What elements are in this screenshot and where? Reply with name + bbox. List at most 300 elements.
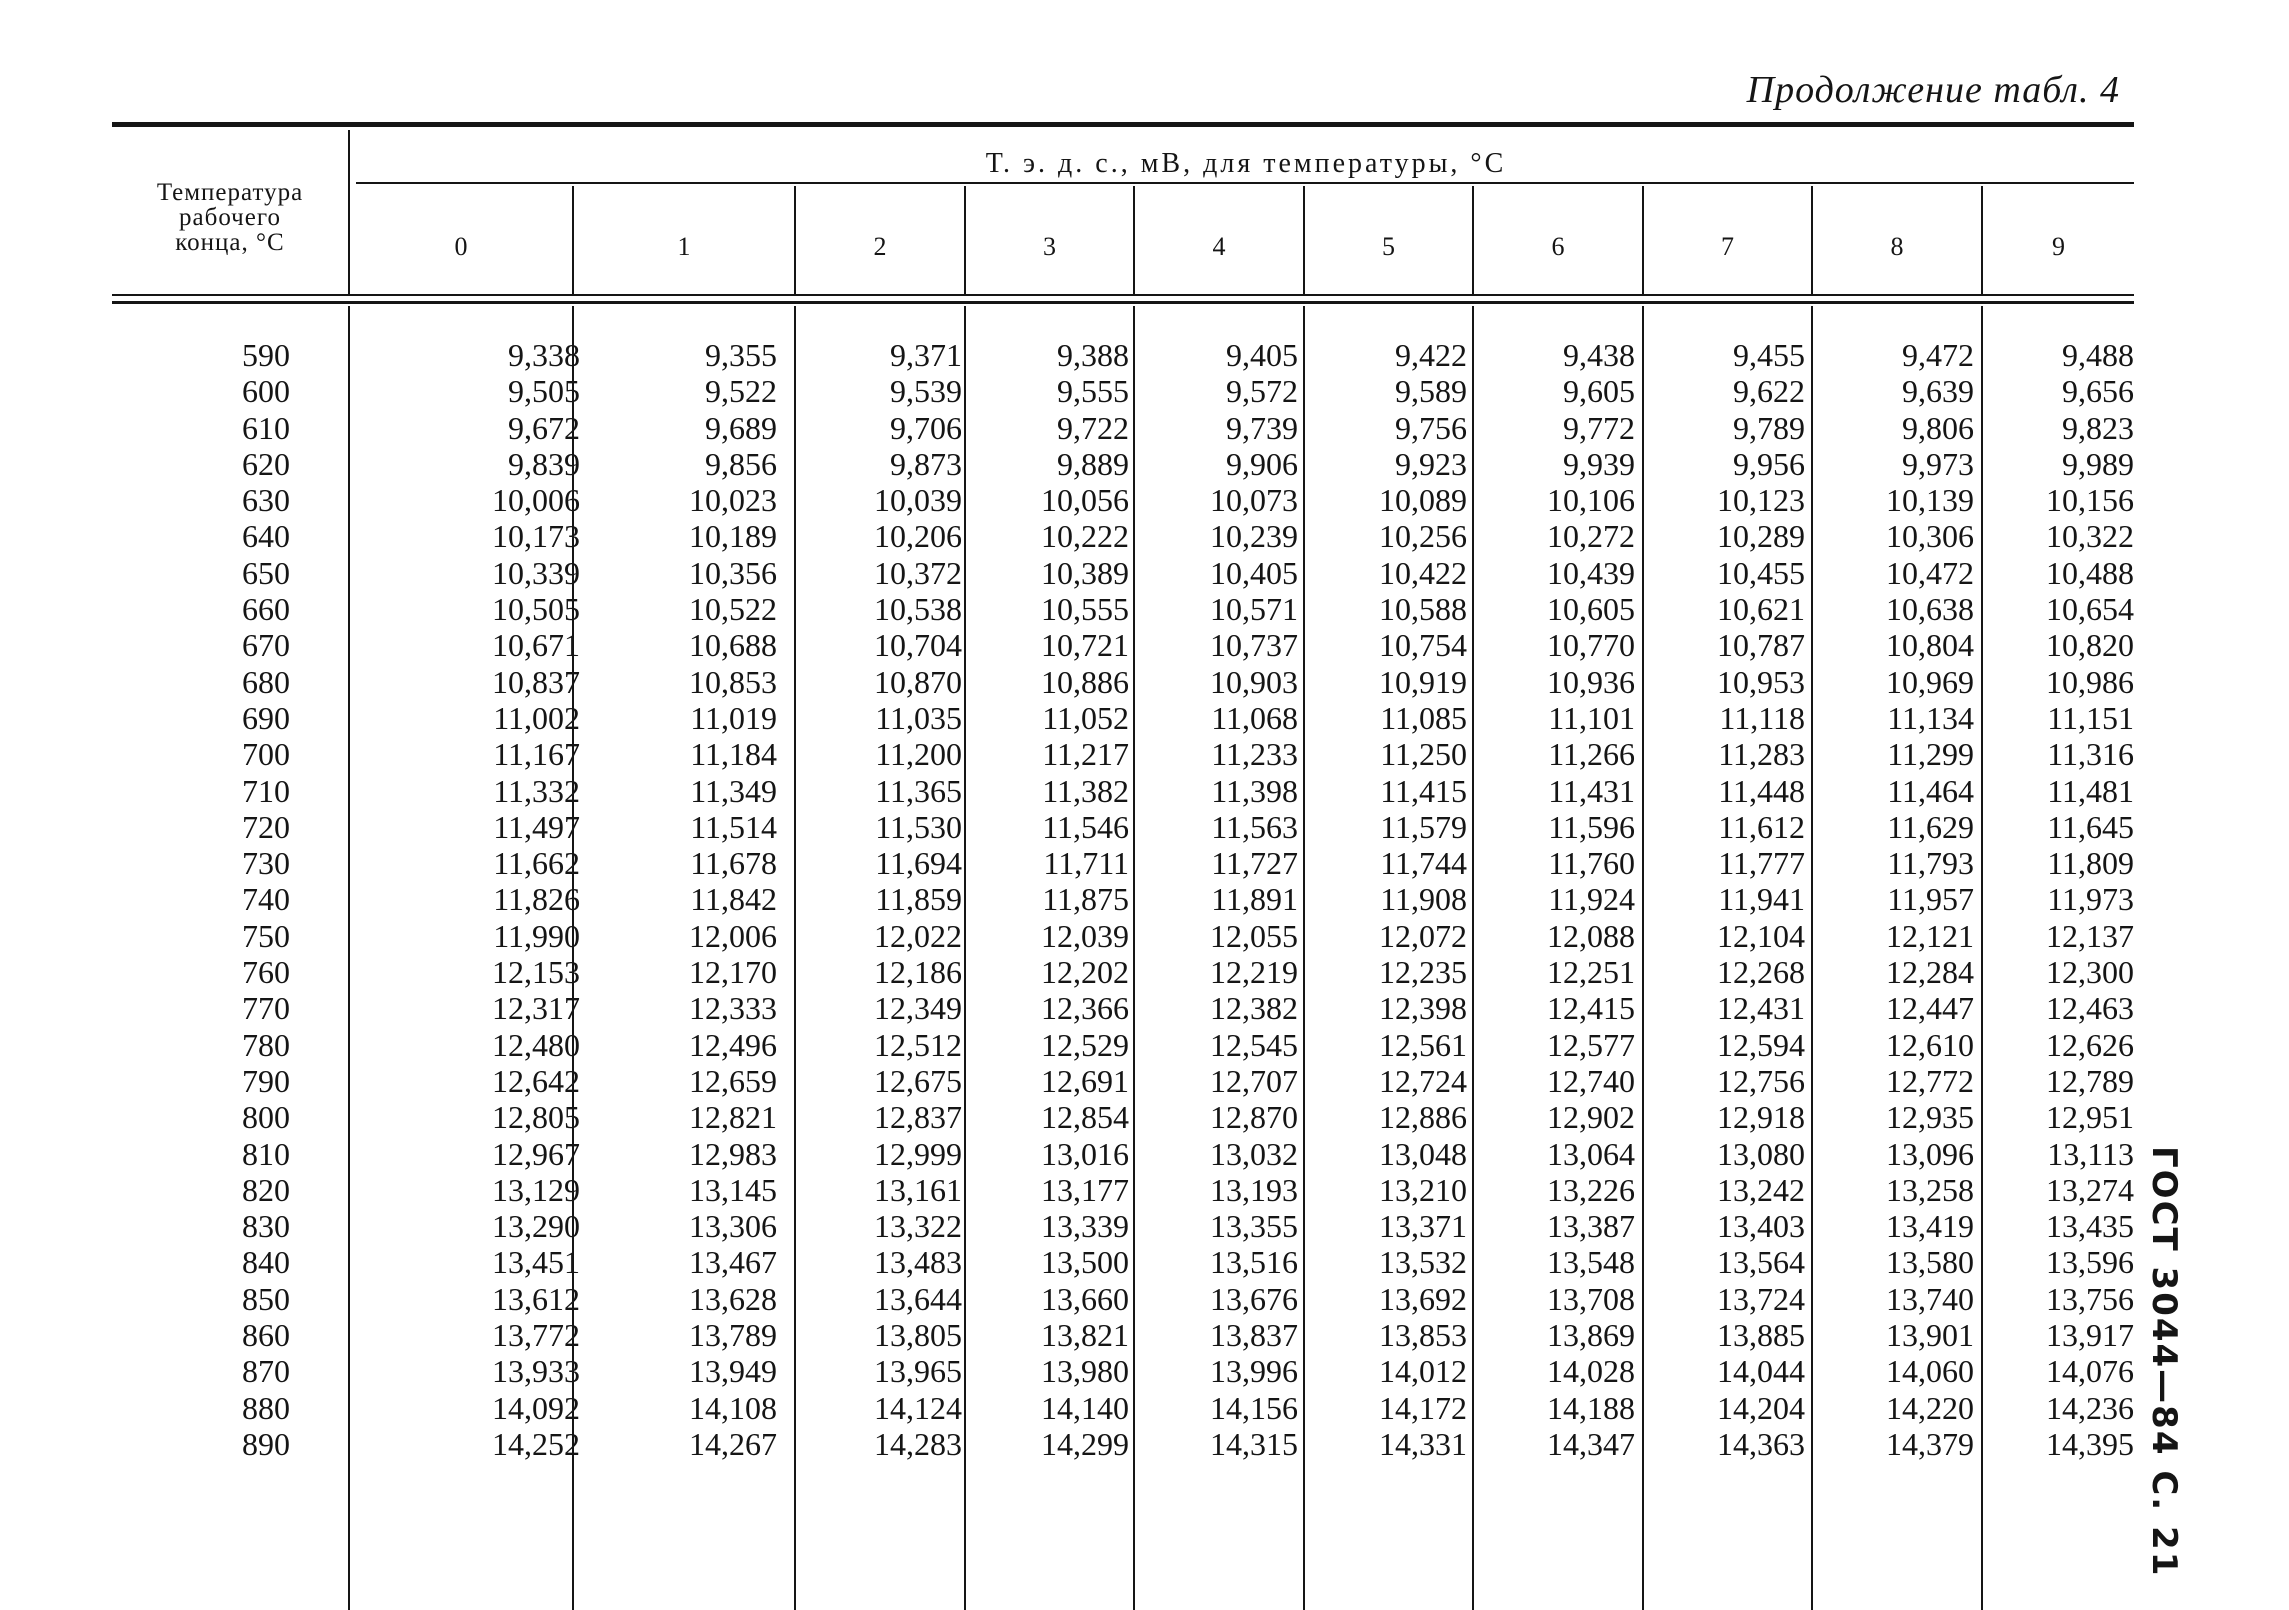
emf-value: 12,104 <box>1717 917 1805 954</box>
emf-value: 13,885 <box>1717 1317 1805 1354</box>
emf-value: 10,638 <box>1886 591 1974 628</box>
emf-value: 13,113 <box>2047 1135 2134 1172</box>
emf-value: 13,080 <box>1717 1135 1805 1172</box>
emf-value: 10,322 <box>2046 518 2134 555</box>
emf-value: 13,756 <box>2046 1280 2134 1317</box>
emf-value: 12,610 <box>1886 1026 1974 1063</box>
emf-value: 10,538 <box>874 591 962 628</box>
emf-value: 12,691 <box>1041 1062 1129 1099</box>
emf-value: 10,688 <box>689 627 777 664</box>
emf-value: 12,398 <box>1379 990 1467 1027</box>
emf-value: 12,349 <box>874 990 962 1027</box>
emf-value: 11,035 <box>875 699 962 736</box>
header-double-rule-bottom <box>112 301 2134 304</box>
emf-value: 12,918 <box>1717 1099 1805 1136</box>
emf-value: 10,936 <box>1547 663 1635 700</box>
emf-value: 9,472 <box>1902 337 1974 373</box>
emf-value: 13,628 <box>689 1280 777 1317</box>
emf-value: 12,137 <box>2046 917 2134 954</box>
emf-value: 13,290 <box>492 1208 580 1245</box>
emf-value: 9,873 <box>890 445 962 482</box>
emf-value: 9,338 <box>508 337 580 373</box>
emf-value: 13,933 <box>492 1353 580 1390</box>
table-row <box>112 845 2134 881</box>
emf-value: 11,711 <box>1043 845 1129 882</box>
column-header-3: 3 <box>1043 232 1056 261</box>
emf-value: 10,820 <box>2046 627 2134 664</box>
emf-value: 10,023 <box>689 482 777 519</box>
column-header-6: 6 <box>1551 232 1565 261</box>
table-row <box>112 410 2134 446</box>
emf-value: 13,949 <box>689 1353 777 1390</box>
emf-value: 10,156 <box>2046 482 2134 519</box>
column-header-1: 1 <box>677 232 691 261</box>
emf-value: 10,754 <box>1379 627 1467 664</box>
row-temperature: 660 <box>242 591 290 628</box>
row-header-line: рабочего <box>179 204 281 231</box>
emf-value: 14,236 <box>2046 1389 2134 1426</box>
emf-value: 13,032 <box>1210 1135 1298 1172</box>
row-temperature: 860 <box>242 1317 290 1354</box>
row-temperature: 690 <box>242 699 290 736</box>
emf-value: 14,252 <box>492 1425 580 1462</box>
emf-value: 11,530 <box>875 808 962 845</box>
emf-value: 12,039 <box>1041 917 1129 954</box>
table-row <box>112 1063 2134 1099</box>
emf-value: 11,612 <box>1718 808 1805 845</box>
emf-value: 12,382 <box>1210 990 1298 1027</box>
emf-value: 11,382 <box>1042 772 1129 809</box>
emf-value: 10,555 <box>1041 591 1129 628</box>
emf-value: 10,654 <box>2046 591 2134 628</box>
table-row <box>112 1317 2134 1353</box>
emf-value: 12,951 <box>2046 1099 2134 1136</box>
table-row <box>112 446 2134 482</box>
emf-value: 9,806 <box>1902 409 1974 446</box>
emf-value: 13,805 <box>874 1317 962 1354</box>
table-body <box>112 337 2134 1462</box>
emf-value: 9,438 <box>1563 337 1635 373</box>
emf-value: 12,251 <box>1547 954 1635 991</box>
table-row <box>112 990 2134 1026</box>
emf-value: 12,805 <box>492 1099 580 1136</box>
emf-value: 13,789 <box>689 1317 777 1354</box>
emf-value: 9,956 <box>1733 445 1805 482</box>
row-temperature: 730 <box>242 845 290 882</box>
emf-value: 12,121 <box>1886 917 1974 954</box>
emf-value: 11,514 <box>690 808 777 845</box>
emf-value: 10,206 <box>874 518 962 555</box>
table-row <box>112 373 2134 409</box>
emf-value: 12,967 <box>492 1135 580 1172</box>
row-temperature: 650 <box>242 554 290 591</box>
column-header-8: 8 <box>1890 232 1904 261</box>
emf-value: 11,085 <box>1380 699 1467 736</box>
row-temperature: 710 <box>242 772 290 809</box>
emf-value: 12,561 <box>1379 1026 1467 1063</box>
emf-value: 9,622 <box>1733 373 1805 410</box>
emf-value: 14,044 <box>1717 1353 1805 1390</box>
emf-value: 11,398 <box>1211 772 1298 809</box>
emf-value: 10,439 <box>1547 554 1635 591</box>
emf-value: 11,924 <box>1548 881 1635 918</box>
table-row <box>112 1172 2134 1208</box>
emf-value: 9,973 <box>1902 445 1974 482</box>
emf-value: 9,756 <box>1395 409 1467 446</box>
emf-value: 12,170 <box>689 954 777 991</box>
emf-value: 10,056 <box>1041 482 1129 519</box>
emf-value: 10,472 <box>1886 554 1974 591</box>
row-temperature: 830 <box>242 1208 290 1245</box>
emf-value: 9,722 <box>1057 409 1129 446</box>
emf-value: 12,756 <box>1717 1062 1805 1099</box>
emf-value: 11,167 <box>493 736 580 773</box>
emf-value: 12,886 <box>1379 1099 1467 1136</box>
emf-value: 9,589 <box>1395 373 1467 410</box>
emf-value: 13,483 <box>874 1244 962 1281</box>
column-header-7: 7 <box>1721 232 1734 261</box>
table-row <box>112 1353 2134 1389</box>
row-temperature: 610 <box>242 409 290 446</box>
table-row <box>112 1244 2134 1280</box>
emf-value: 14,156 <box>1210 1389 1298 1426</box>
side-standard-stamp <box>2144 1146 2214 1578</box>
emf-value: 14,283 <box>874 1425 962 1462</box>
emf-value: 10,953 <box>1717 663 1805 700</box>
emf-value: 10,222 <box>1041 518 1129 555</box>
table-continuation-caption: Продолжение табл. 4 <box>1746 69 2120 111</box>
emf-value: 12,594 <box>1717 1026 1805 1063</box>
emf-value: 13,532 <box>1379 1244 1467 1281</box>
table-row <box>112 1136 2134 1172</box>
emf-value: 11,250 <box>1380 736 1467 773</box>
emf-value: 12,675 <box>874 1062 962 1099</box>
row-temperature: 780 <box>242 1026 290 1063</box>
emf-value: 11,184 <box>690 736 777 773</box>
emf-value: 9,739 <box>1226 409 1298 446</box>
emf-value: 12,300 <box>2046 954 2134 991</box>
emf-value: 13,210 <box>1379 1171 1467 1208</box>
emf-value: 11,842 <box>690 881 777 918</box>
emf-value: 11,760 <box>1548 845 1635 882</box>
emf-value: 11,448 <box>1718 772 1805 809</box>
emf-value: 10,571 <box>1210 591 1298 628</box>
emf-value: 12,626 <box>2046 1026 2134 1063</box>
emf-value: 13,145 <box>689 1171 777 1208</box>
emf-value: 11,217 <box>1042 736 1129 773</box>
emf-value: 9,939 <box>1563 445 1635 482</box>
emf-value: 10,787 <box>1717 627 1805 664</box>
emf-value: 9,371 <box>890 337 962 373</box>
emf-value: 10,089 <box>1379 482 1467 519</box>
emf-value: 10,804 <box>1886 627 1974 664</box>
emf-value: 14,220 <box>1886 1389 1974 1426</box>
emf-value: 11,415 <box>1380 772 1467 809</box>
emf-value: 10,422 <box>1379 554 1467 591</box>
emf-value: 11,497 <box>493 808 580 845</box>
row-temperature: 820 <box>242 1171 290 1208</box>
emf-value: 13,193 <box>1210 1171 1298 1208</box>
emf-value: 9,823 <box>2062 409 2134 446</box>
emf-value: 13,901 <box>1886 1317 1974 1354</box>
column-header-9: 9 <box>2052 232 2065 261</box>
emf-value: 11,990 <box>493 917 580 954</box>
emf-value: 9,388 <box>1057 337 1129 373</box>
table-row <box>112 337 2134 373</box>
emf-value: 14,299 <box>1041 1425 1129 1462</box>
emf-value: 10,189 <box>689 518 777 555</box>
emf-value: 11,101 <box>1548 699 1635 736</box>
standard-reference: ГОСТ 3044—84 С. 21 <box>2144 1146 2184 1578</box>
emf-value: 12,219 <box>1210 954 1298 991</box>
emf-value: 12,870 <box>1210 1099 1298 1136</box>
table-row <box>112 881 2134 917</box>
emf-value: 9,455 <box>1733 337 1805 373</box>
column-header-5: 5 <box>1382 232 1395 261</box>
emf-value: 12,789 <box>2046 1062 2134 1099</box>
emf-value: 14,140 <box>1041 1389 1129 1426</box>
emf-value: 13,612 <box>492 1280 580 1317</box>
emf-value: 11,481 <box>2047 772 2134 809</box>
table-row <box>112 482 2134 518</box>
emf-value: 12,983 <box>689 1135 777 1172</box>
row-temperature: 800 <box>242 1099 290 1136</box>
emf-value: 13,242 <box>1717 1171 1805 1208</box>
emf-value: 13,339 <box>1041 1208 1129 1245</box>
emf-value: 10,919 <box>1379 663 1467 700</box>
emf-value: 12,837 <box>874 1099 962 1136</box>
emf-value: 13,451 <box>492 1244 580 1281</box>
emf-value: 13,869 <box>1547 1317 1635 1354</box>
emf-value: 11,283 <box>1718 736 1805 773</box>
row-temperature: 670 <box>242 627 290 664</box>
emf-value: 13,580 <box>1886 1244 1974 1281</box>
table-row <box>112 773 2134 809</box>
emf-value: 13,965 <box>874 1353 962 1390</box>
emf-value: 11,563 <box>1211 808 1298 845</box>
emf-value: 11,266 <box>1548 736 1635 773</box>
emf-value: 13,596 <box>2046 1244 2134 1281</box>
emf-value: 12,512 <box>874 1026 962 1063</box>
emf-value: 9,706 <box>890 409 962 446</box>
emf-value: 10,588 <box>1379 591 1467 628</box>
row-temperature: 700 <box>242 736 290 773</box>
emf-value: 11,349 <box>690 772 777 809</box>
emf-value: 13,821 <box>1041 1317 1129 1354</box>
emf-value: 9,572 <box>1226 373 1298 410</box>
emf-value: 11,777 <box>1718 845 1805 882</box>
emf-value: 9,422 <box>1395 337 1467 373</box>
emf-value: 11,151 <box>2047 699 2134 736</box>
emf-value: 13,419 <box>1886 1208 1974 1245</box>
emf-value: 12,480 <box>492 1026 580 1063</box>
table-row <box>112 1027 2134 1063</box>
emf-value: 10,289 <box>1717 518 1805 555</box>
emf-value: 11,957 <box>1887 881 1974 918</box>
emf-value: 11,118 <box>1719 699 1805 736</box>
table-row <box>112 627 2134 663</box>
emf-value: 12,463 <box>2046 990 2134 1027</box>
emf-value: 12,268 <box>1717 954 1805 991</box>
emf-value: 10,239 <box>1210 518 1298 555</box>
row-temperature: 760 <box>242 954 290 991</box>
emf-value: 10,621 <box>1717 591 1805 628</box>
emf-value: 13,435 <box>2046 1208 2134 1245</box>
emf-value: 13,708 <box>1547 1280 1635 1317</box>
emf-value: 9,605 <box>1563 373 1635 410</box>
emf-value: 10,389 <box>1041 554 1129 591</box>
emf-value: 14,188 <box>1547 1389 1635 1426</box>
emf-value: 12,772 <box>1886 1062 1974 1099</box>
table-row <box>112 664 2134 700</box>
header-column-divider <box>348 130 350 294</box>
emf-value: 11,973 <box>2047 881 2134 918</box>
emf-value: 13,917 <box>2046 1317 2134 1354</box>
emf-value: 14,331 <box>1379 1425 1467 1462</box>
emf-value: 12,447 <box>1886 990 1974 1027</box>
emf-value: 12,496 <box>689 1026 777 1063</box>
emf-value: 10,505 <box>492 591 580 628</box>
emf-value: 11,052 <box>1042 699 1129 736</box>
emf-value: 13,355 <box>1210 1208 1298 1245</box>
column-header-2: 2 <box>873 232 887 261</box>
row-temperature: 720 <box>242 808 290 845</box>
emf-value: 14,267 <box>689 1425 777 1462</box>
emf-value: 9,672 <box>508 409 580 446</box>
emf-value: 13,096 <box>1886 1135 1974 1172</box>
emf-value: 13,371 <box>1379 1208 1467 1245</box>
emf-value: 11,875 <box>1042 881 1129 918</box>
emf-value: 11,233 <box>1211 736 1298 773</box>
emf-value: 10,522 <box>689 591 777 628</box>
emf-value: 9,522 <box>705 373 777 410</box>
emf-value: 12,724 <box>1379 1062 1467 1099</box>
emf-value: 10,173 <box>492 518 580 555</box>
emf-value: 10,455 <box>1717 554 1805 591</box>
emf-value: 12,284 <box>1886 954 1974 991</box>
table-top-rule <box>112 122 2134 127</box>
emf-value: 11,464 <box>1887 772 1974 809</box>
emf-value: 12,659 <box>689 1062 777 1099</box>
emf-value: 14,172 <box>1379 1389 1467 1426</box>
emf-value: 11,662 <box>493 845 580 882</box>
emf-value: 14,124 <box>874 1389 962 1426</box>
emf-value: 12,202 <box>1041 954 1129 991</box>
emf-value: 13,064 <box>1547 1135 1635 1172</box>
emf-value: 13,980 <box>1041 1353 1129 1390</box>
emf-value: 13,258 <box>1886 1171 1974 1208</box>
column-header-0: 0 <box>454 232 468 261</box>
emf-value: 13,387 <box>1547 1208 1635 1245</box>
emf-value: 13,676 <box>1210 1280 1298 1317</box>
row-temperature: 640 <box>242 518 290 555</box>
emf-value: 11,941 <box>1718 881 1805 918</box>
emf-value: 10,886 <box>1041 663 1129 700</box>
emf-value: 10,039 <box>874 482 962 519</box>
emf-value: 13,048 <box>1379 1135 1467 1172</box>
emf-value: 14,363 <box>1717 1425 1805 1462</box>
row-temperature: 590 <box>242 337 290 373</box>
emf-value: 14,108 <box>689 1389 777 1426</box>
row-header-line: конца, °С <box>175 229 285 256</box>
emf-value: 13,772 <box>492 1317 580 1354</box>
emf-value: 14,379 <box>1886 1425 1974 1462</box>
group-header: Т. э. д. с., мВ, для температуры, °С <box>985 148 1507 179</box>
emf-value: 12,821 <box>689 1099 777 1136</box>
emf-value: 13,226 <box>1547 1171 1635 1208</box>
emf-value: 11,316 <box>2047 736 2134 773</box>
header-double-rule-top <box>112 294 2134 296</box>
emf-value: 10,488 <box>2046 554 2134 591</box>
emf-value: 10,903 <box>1210 663 1298 700</box>
emf-value: 10,123 <box>1717 482 1805 519</box>
emf-value: 11,365 <box>875 772 962 809</box>
emf-value: 12,707 <box>1210 1062 1298 1099</box>
emf-value: 13,564 <box>1717 1244 1805 1281</box>
emf-value: 12,577 <box>1547 1026 1635 1063</box>
emf-value: 12,642 <box>492 1062 580 1099</box>
emf-value: 10,073 <box>1210 482 1298 519</box>
emf-value: 10,986 <box>2046 663 2134 700</box>
table-row <box>112 1281 2134 1317</box>
emf-value: 13,177 <box>1041 1171 1129 1208</box>
emf-value: 10,671 <box>492 627 580 664</box>
emf-value: 14,028 <box>1547 1353 1635 1390</box>
emf-value: 9,923 <box>1395 445 1467 482</box>
emf-value: 13,306 <box>689 1208 777 1245</box>
emf-value: 12,186 <box>874 954 962 991</box>
table-row <box>112 1390 2134 1426</box>
emf-value: 9,656 <box>2062 373 2134 410</box>
row-temperature: 880 <box>242 1389 290 1426</box>
emf-value: 12,415 <box>1547 990 1635 1027</box>
emf-value: 14,060 <box>1886 1353 1974 1390</box>
emf-value: 10,969 <box>1886 663 1974 700</box>
emf-value: 13,500 <box>1041 1244 1129 1281</box>
emf-value: 12,935 <box>1886 1099 1974 1136</box>
emf-value: 9,839 <box>508 445 580 482</box>
emf-value: 9,555 <box>1057 373 1129 410</box>
row-temperature: 630 <box>242 482 290 519</box>
row-temperature: 680 <box>242 663 290 700</box>
table-row <box>112 918 2134 954</box>
emf-value: 11,332 <box>493 772 580 809</box>
emf-value: 9,789 <box>1733 409 1805 446</box>
emf-value: 12,072 <box>1379 917 1467 954</box>
row-temperature: 620 <box>242 445 290 482</box>
emf-value: 13,161 <box>874 1171 962 1208</box>
emf-value: 11,908 <box>1380 881 1467 918</box>
row-header <box>112 180 348 255</box>
emf-value: 11,793 <box>1887 845 1974 882</box>
table-row <box>112 954 2134 990</box>
table-row <box>112 700 2134 736</box>
row-temperature: 840 <box>242 1244 290 1281</box>
emf-value: 13,740 <box>1886 1280 1974 1317</box>
emf-value: 12,055 <box>1210 917 1298 954</box>
emf-value: 9,488 <box>2062 337 2134 373</box>
row-header-line: Температура <box>156 179 304 206</box>
emf-value: 13,274 <box>2046 1171 2134 1208</box>
emf-value: 9,989 <box>2062 445 2134 482</box>
row-temperature: 890 <box>242 1425 290 1462</box>
emf-value: 12,022 <box>874 917 962 954</box>
emf-value: 9,639 <box>1902 373 1974 410</box>
emf-value: 13,129 <box>492 1171 580 1208</box>
emf-value: 9,355 <box>705 337 777 373</box>
emf-value: 10,837 <box>492 663 580 700</box>
emf-value: 10,372 <box>874 554 962 591</box>
